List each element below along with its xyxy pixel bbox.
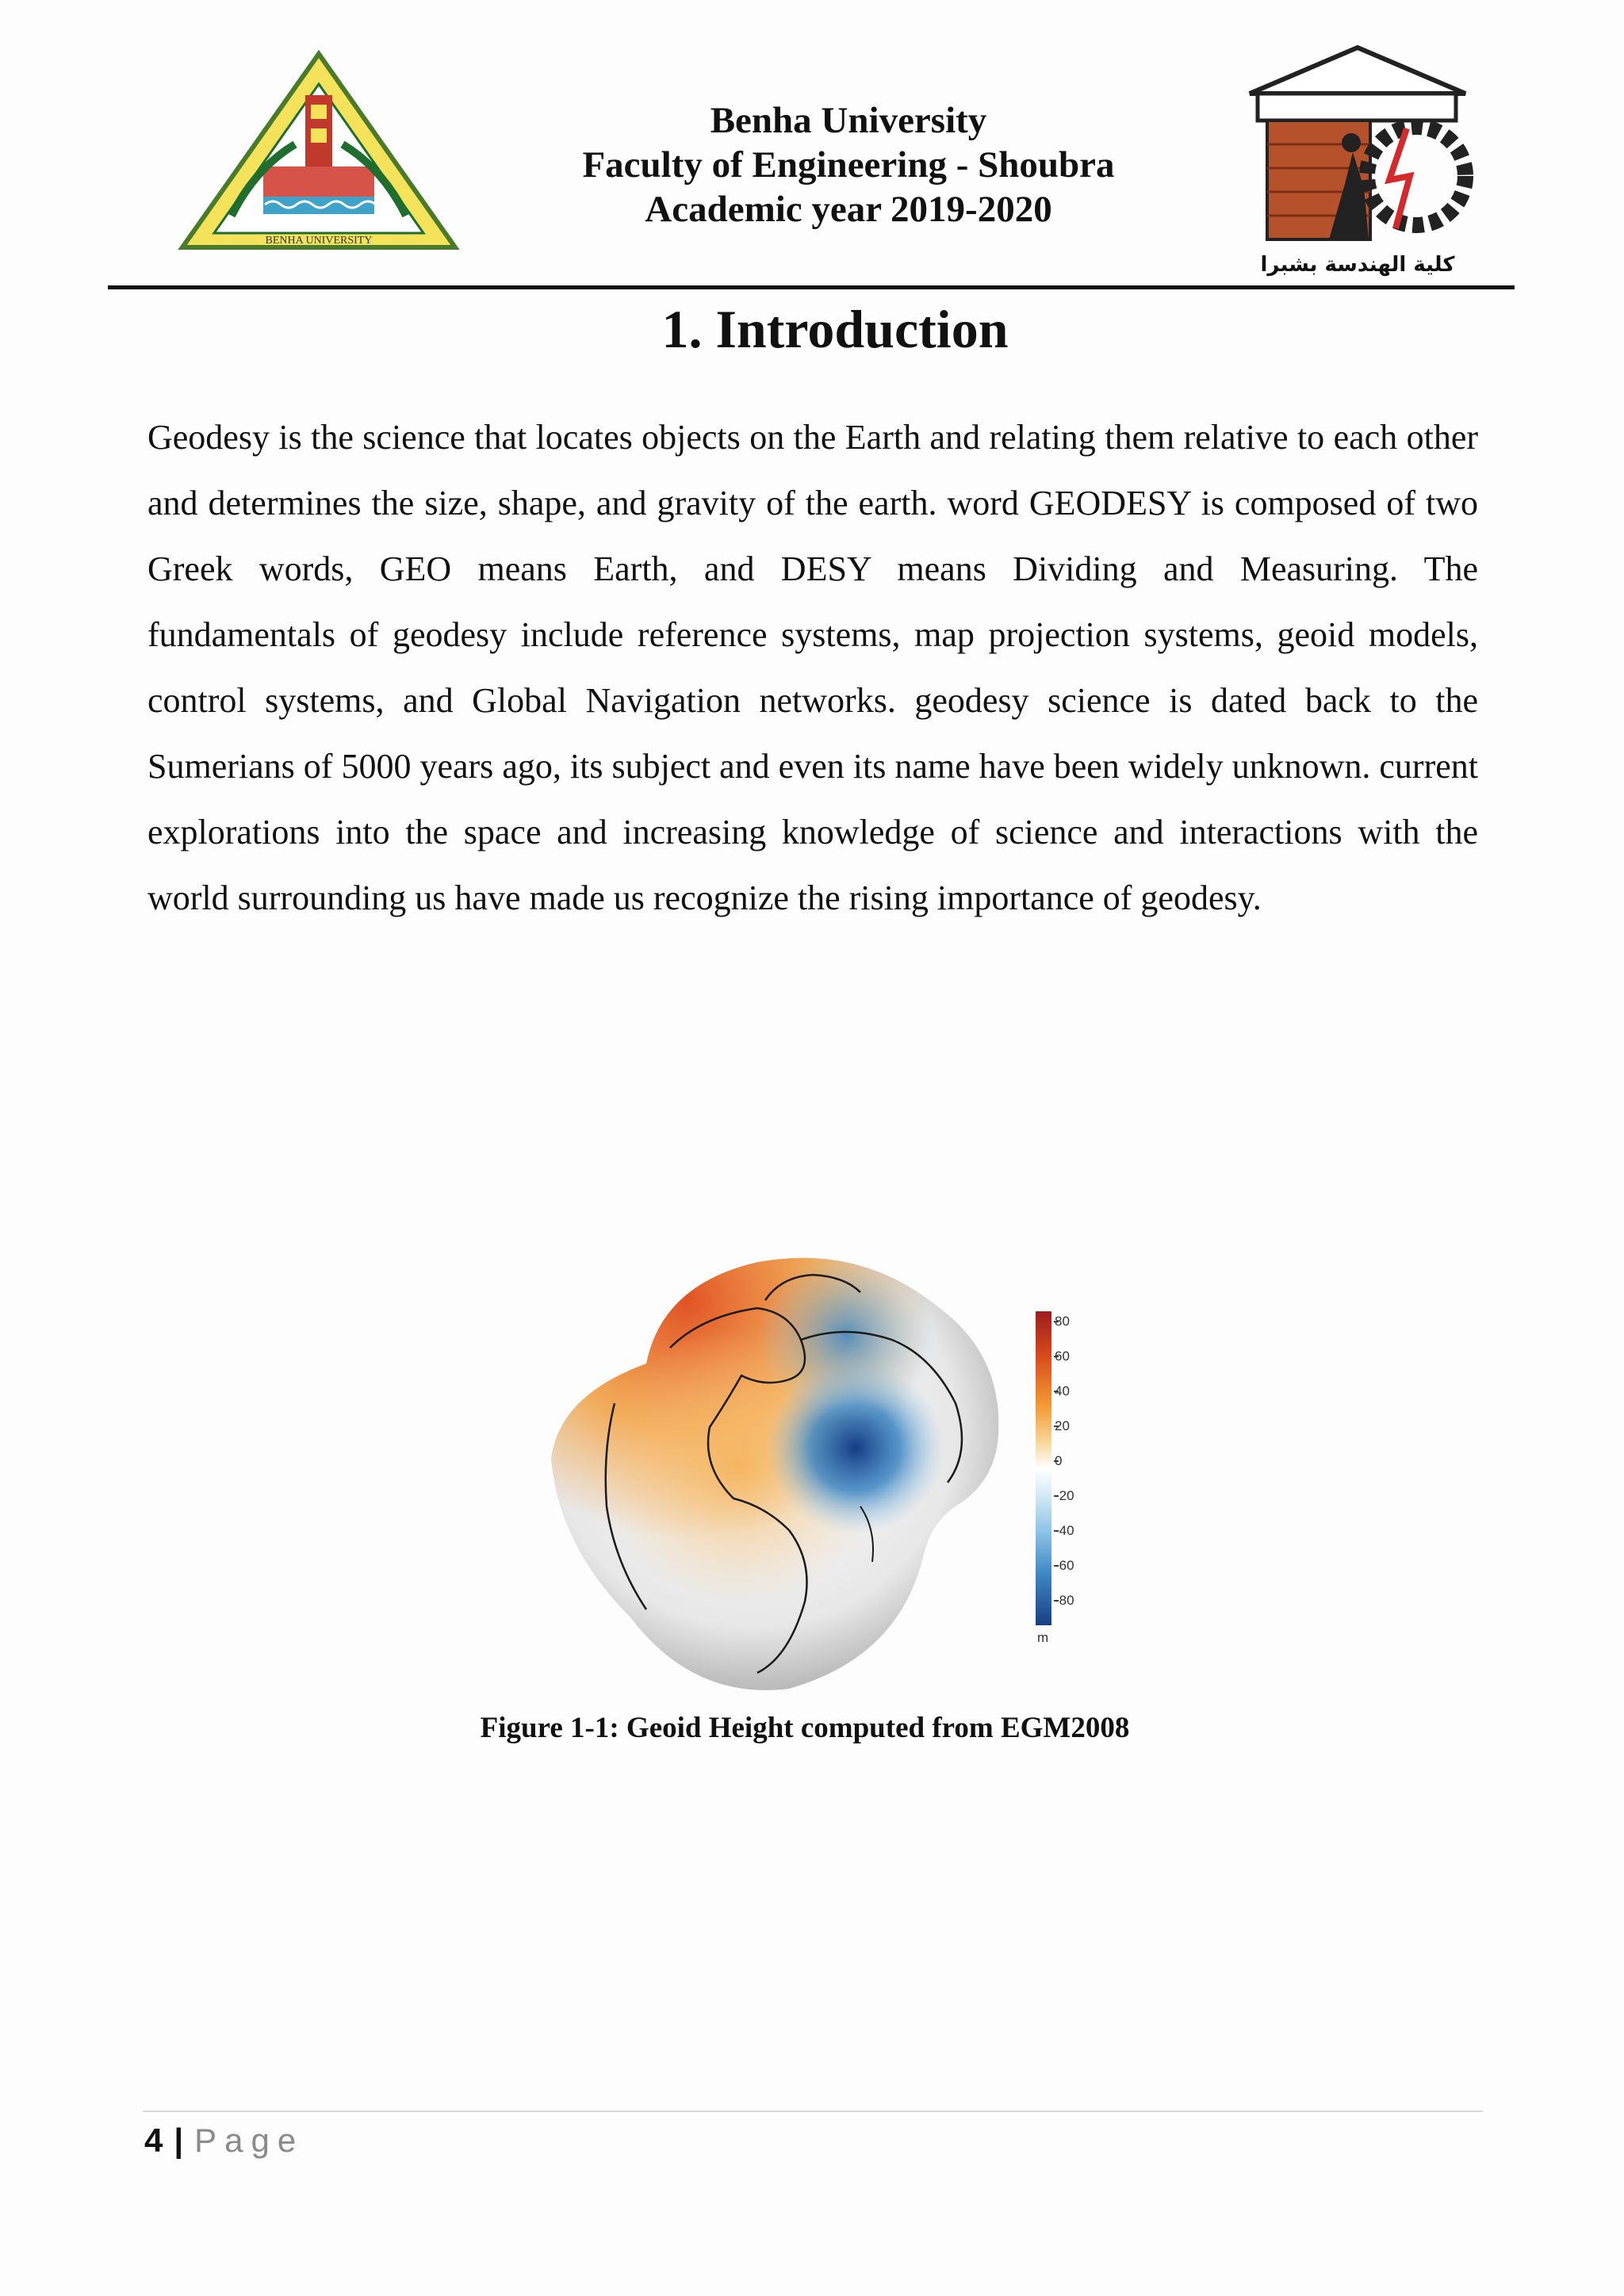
svg-text:كلية الهندسة بشبرا: كلية الهندسة بشبرا (1260, 253, 1455, 277)
colorbar (1036, 1311, 1051, 1625)
geoid-figure (527, 1245, 1106, 1697)
university-name: Benha University (710, 100, 987, 141)
colorbar-label: -40 (1055, 1523, 1074, 1538)
page-footer (144, 2118, 304, 2163)
header-block (476, 98, 1221, 232)
academic-year: Academic year 2019-2020 (645, 189, 1052, 230)
section-number: 1. (661, 299, 703, 359)
colorbar-label: 0 (1055, 1453, 1063, 1468)
figure-caption: Figure 1-1: Geoid Height computed from EGM2008 (480, 1712, 1130, 1744)
faculty-name: Faculty of Engineering - Shoubra (582, 144, 1115, 186)
footer-rule (143, 2110, 1483, 2112)
colorbar-label: 40 (1055, 1383, 1070, 1399)
faculty-logo (1234, 41, 1484, 281)
footer-separator: | (174, 2122, 184, 2159)
svg-text:BENHA UNIVERSITY: BENHA UNIVERSITY (265, 235, 373, 247)
page-number: 4 (144, 2122, 163, 2159)
colorbar-label: -80 (1055, 1593, 1074, 1608)
header-rule (108, 285, 1515, 289)
colorbar-label: -60 (1055, 1558, 1074, 1573)
benha-university-logo (176, 49, 462, 254)
colorbar-unit: m (1037, 1630, 1049, 1645)
intro-paragraph: Geodesy is the science that locates objects on the Earth and relating them relative to each other and determines the size, shape, and gravity of the earth. word GEODESY is composed of two Greek words, GEO means Earth, and DESY means Dividing and Measuring. The fundamentals of geodesy include reference systems, map projection systems, geoid models, control systems, and Global Navigation networks. geodesy science is dated back to the Sumerians of 5000 years ago, its subject and even its name have been widely unknown. current explorations into the space and increasing knowledge of science and interactions with the world surrounding us have made us recognize the rising importance of geodesy. (147, 418, 1478, 917)
colorbar-label: 80 (1055, 1314, 1070, 1329)
colorbar-label: 60 (1055, 1349, 1070, 1364)
page-label: Page (194, 2122, 304, 2159)
section-title: Introduction (715, 299, 1009, 359)
colorbar-label: -20 (1055, 1488, 1074, 1503)
colorbar-label: 20 (1055, 1418, 1070, 1433)
section-heading (0, 293, 1624, 365)
